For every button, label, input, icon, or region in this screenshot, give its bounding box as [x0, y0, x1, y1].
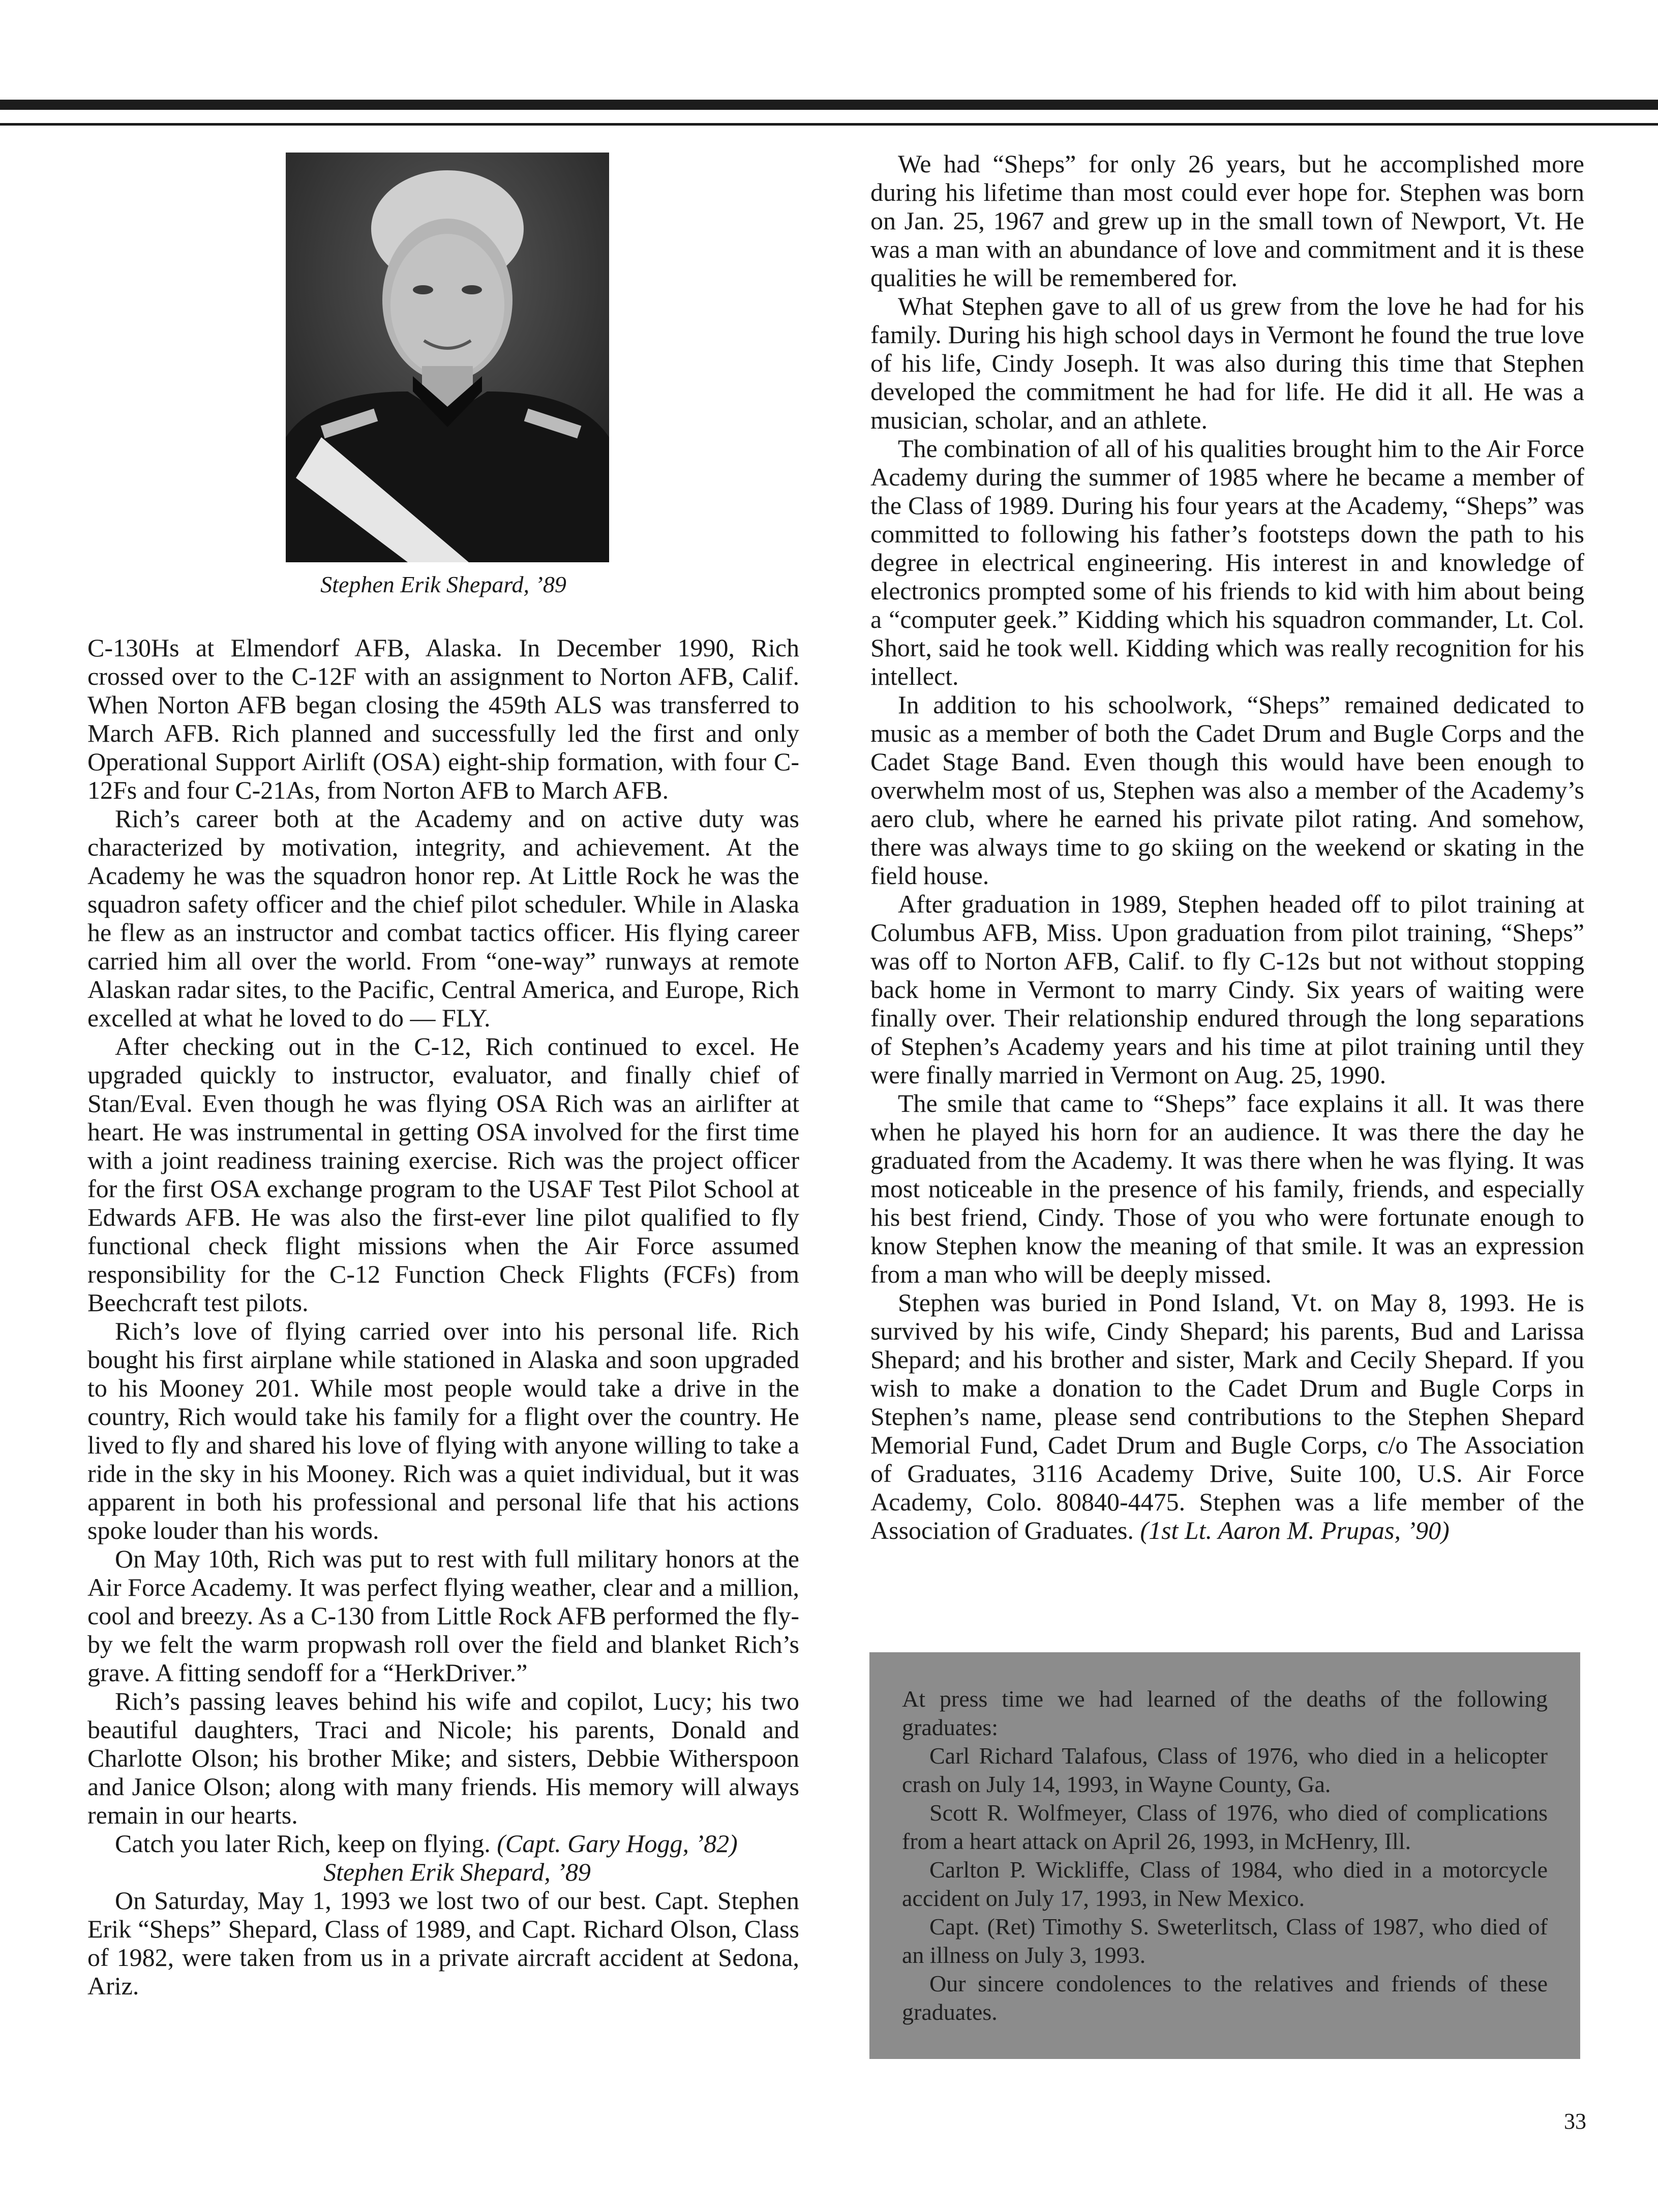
paragraph: Rich’s passing leaves behind his wife and copilot, Lucy; his two beautiful daughters, Traci and Nicole; his parents, Donald and Charlotte Olson; his brother Mike; and sisters, Debbie Witherspoon and Janice Olson; along with many friends. His memory will always remain in our hearts.: [87, 1687, 799, 1829]
paragraph: After graduation in 1989, Stephen headed off to pilot training at Columbus AFB, Miss. Upon graduation from pilot training, “Sheps” was off to Norton AFB, Calif. to fly C-12s but not without stopping back home in Vermont to marry Cindy. Six years of waiting were finally over. Their relationship endured through the long separations of Stephen’s Academy years and his time at pilot training until they were finally married in Vermont on Aug. 25, 1990.: [870, 890, 1584, 1089]
section-subhead: Stephen Erik Shepard, ’89: [323, 1858, 591, 1886]
header-rule-thin: [0, 123, 1658, 126]
paragraph: In addition to his schoolwork, “Sheps” remained dedicated to music as a member of both the Cadet Drum and Bugle Corps and the Cadet Stage Band. Even though this would have been enough to overwhelm most of us, Stephen was also a member of the Academy’s aero club, where he earned his private pilot rating. And somehow, there was always time to go skiing on the weekend or skating in the field house.: [870, 690, 1584, 890]
paragraph: On Saturday, May 1, 1993 we lost two of our best. Capt. Stephen Erik “Sheps” Shepard, Class of 1989, and Capt. Richard Olson, Class of 1982, were taken from us in a private aircraft accident at Sedona, Ariz.: [87, 1886, 799, 2000]
press-time-notice-box: [869, 1652, 1580, 2059]
author-signature: (1st Lt. Aaron M. Prupas, ’90): [1140, 1516, 1450, 1544]
notice-entry: Scott R. Wolfmeyer, Class of 1976, who died of complications from a heart attack on April 26, 1993, in McHenry, Ill.: [902, 1800, 1548, 1854]
paragraph: The smile that came to “Sheps” face explains it all. It was there when he played his horn for an audience. It was there the day he graduated from the Academy. It was there when he was flying. It was most noticeable in the presence of his family, friends, and especially his best friend, Cindy. Those of you who were fortunate enough to know Stephen know the meaning of that smile. It was an expression from a man who will be deeply missed.: [870, 1089, 1584, 1288]
final-text: Stephen was buried in Pond Island, Vt. on May 8, 1993. He is survived by his wife, Cindy Shepard; his parents, Bud and Larissa Shepard; and his brother and sister, Mark and Cecily Shepard. If you wish to make a donation to the Cadet Drum and Bugle Corps in Stephen’s name, please send contributions to the Stephen Shepard Memorial Fund, Cadet Drum and Bugle Corps, c/o The Association of Graduates, 3116 Academy Drive, Suite 100, U.S. Air Force Academy, Colo. 80840-4475. Stephen was a life member of the Association of Graduates.: [870, 1288, 1584, 1544]
paragraph: Rich’s love of flying carried over into his personal life. Rich bought his first airplane while stationed in Alaska and soon upgraded to his Mooney 201. While most people would take a drive in the country, Rich would take his family for a flight over the country. He lived to fly and shared his love of flying with anyone willing to take a ride in the sky in his Mooney. Rich was a quiet individual, but it was apparent in both his professional and personal life that his actions spoke louder than his words.: [87, 1317, 799, 1544]
notice-entry: Carl Richard Talafous, Class of 1976, who died in a helicopter crash on July 14, 1993, in Wayne County, Ga.: [902, 1743, 1548, 1797]
paragraph: What Stephen gave to all of us grew from the love he had for his family. During his high school days in Vermont he found the true love of his life, Cindy Joseph. It was also during this time that Stephen developed the commitment he had for life. He did it all. He was a musician, scholar, and an athlete.: [870, 292, 1584, 434]
author-signature: (Capt. Gary Hogg, ’82): [497, 1829, 738, 1858]
notice-intro: At press time we had learned of the deaths of the following graduates:: [902, 1686, 1548, 1740]
final-paragraph: [870, 1288, 1584, 1544]
left-column: [87, 633, 799, 2000]
page-number: 33: [1564, 2109, 1586, 2134]
closing-line: [87, 1829, 799, 1858]
paragraph: C-130Hs at Elmendorf AFB, Alaska. In December 1990, Rich crossed over to the C-12F with an assignment to Norton AFB, Calif. When Norton AFB began closing the 459th ALS was transferred to March AFB. Rich planned and successfully led the first and only Operational Support Airlift (OSA) eight-ship formation, with four C-12Fs and four C-21As, from Norton AFB to March AFB.: [87, 633, 799, 804]
notice-entry: Carlton P. Wickliffe, Class of 1984, who died in a motorcycle accident on July 17, 1993, in New Mexico.: [902, 1857, 1548, 1911]
right-column: [870, 149, 1584, 1544]
cadet-portrait-photo: [286, 153, 609, 562]
paragraph: After checking out in the C-12, Rich continued to excel. He upgraded quickly to instructor, evaluator, and finally chief of Stan/Eval. Even though he was flying OSA Rich was an airlifter at heart. He was instrumental in getting OSA involved for the first time with a joint readiness training exercise. Rich was the project officer for the first OSA exchange program to the USAF Test Pilot School at Edwards AFB. He was also the first-ever line pilot qualified to fly functional check flight missions when the Air Force assumed responsibility for the C-12 Function Check Flights (FCFs) from Beechcraft test pilots.: [87, 1032, 799, 1317]
paragraph: On May 10th, Rich was put to rest with full military honors at the Air Force Academy. It was perfect flying weather, clear and a million, cool and breezy. As a C-130 from Little Rock AFB performed the fly-by we felt the warm propwash roll over the field and blanket Rich’s grave. A fitting sendoff for a “HerkDriver.”: [87, 1544, 799, 1687]
photo-caption: Stephen Erik Shepard, ’89: [320, 571, 566, 597]
paragraph: The combination of all of his qualities brought him to the Air Force Academy during the summer of 1985 where he became a member of the Class of 1989. During his four years at the Academy, “Sheps” was committed to following his father’s footsteps down the path to his degree in electrical engineering. His interest in and knowledge of electronics prompted some of his friends to kid with him about being a “computer geek.” Kidding which his squadron commander, Lt. Col. Short, said he took well. Kidding which was really recognition for his intellect.: [870, 434, 1584, 690]
notice-entry: Capt. (Ret) Timothy S. Sweterlitsch, Class of 1987, who died of an illness on July 3, 1993.: [902, 1914, 1548, 1968]
paragraph: Rich’s career both at the Academy and on active duty was characterized by motivation, integrity, and achievement. At the Academy he was the squadron honor rep. At Little Rock he was the squadron safety officer and the chief pilot scheduler. While in Alaska he flew as an instructor and combat tactics officer. His flying career carried him all over the world. From “one-way” runways at remote Alaskan radar sites, to the Pacific, Central America, and Europe, Rich excelled at what he loved to do — FLY.: [87, 804, 799, 1032]
paragraph: We had “Sheps” for only 26 years, but he accomplished more during his lifetime than most could ever hope for. Stephen was born on Jan. 25, 1967 and grew up in the small town of Newport, Vt. He was a man with an abundance of love and commitment and it is these qualities he will be remembered for.: [870, 149, 1584, 292]
header-rule-thick: [0, 100, 1658, 110]
closing-text: Catch you later Rich, keep on flying.: [115, 1829, 491, 1858]
notice-closing: Our sincere condolences to the relatives and friends of these graduates.: [902, 1971, 1548, 2025]
